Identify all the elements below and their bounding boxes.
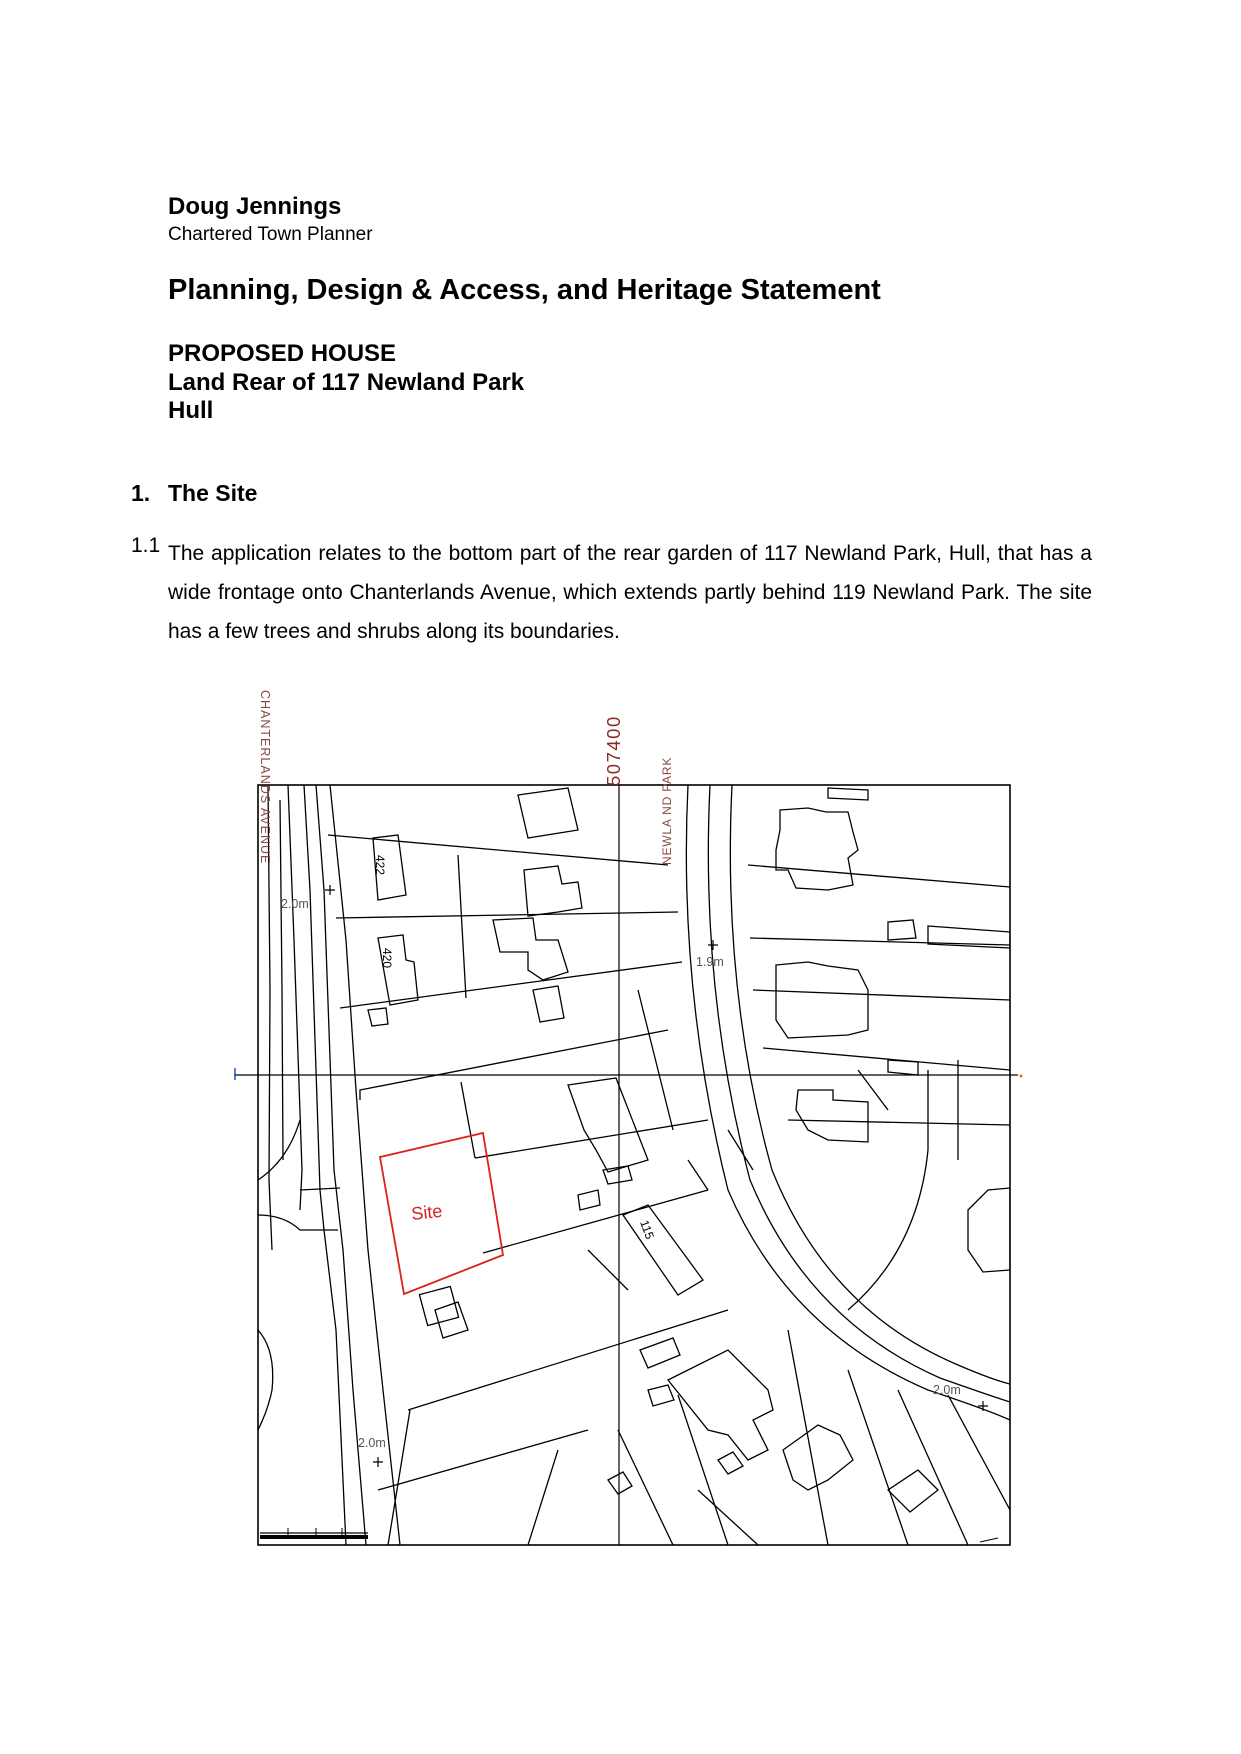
spot-height-label: 1.9m — [696, 955, 724, 969]
spot-height-crosses — [325, 885, 988, 1467]
buildings — [368, 788, 1010, 1512]
spot-height-label: 2.0m — [933, 1383, 961, 1397]
house-number-115: 115 — [637, 1218, 657, 1242]
map-frame — [258, 785, 1010, 1545]
outbuilding — [419, 1286, 458, 1325]
paragraph-number: 1.1 — [131, 534, 161, 557]
project-line-1: PROPOSED HOUSE — [168, 340, 397, 367]
author-role: Chartered Town Planner — [168, 224, 373, 245]
street-label-newland-park: NEWLA ND PARK — [660, 756, 674, 865]
house-number-420: 420 — [380, 948, 394, 969]
section-title: The Site — [168, 480, 258, 506]
scale-bar — [260, 1528, 368, 1539]
chanterlands-avenue-road — [258, 785, 400, 1545]
project-line-2: Land Rear of 117 Newland Park — [168, 369, 525, 396]
site-location-map — [228, 690, 1040, 1560]
plot-boundaries-west — [328, 835, 758, 1545]
house-number-422: 422 — [373, 855, 387, 876]
site-label: Site — [410, 1200, 444, 1224]
street-label-chanterlands: CHANTERLANDS AVENUE — [258, 690, 272, 865]
paragraph-text: The application relates to the bottom part of the rear garden of 117 Newland Park, Hull, that has a wide frontage onto Chanterlands Avenue, which extends partly behind 119 Newland Park. The site has a few trees and shrubs along its boundaries. — [168, 542, 1092, 643]
spot-height-label: 2.0m — [281, 897, 309, 911]
grid-reference-label: 507400 — [603, 715, 624, 786]
edge-dot-mark — [1020, 1075, 1023, 1078]
newland-park-road — [686, 785, 1010, 1420]
author-name: Doug Jennings — [168, 193, 342, 220]
map-svg — [228, 690, 1040, 1560]
document-title: Planning, Design & Access, and Heritage Statement — [168, 274, 881, 306]
project-line-3: Hull — [168, 397, 214, 424]
section-number: 1. — [131, 480, 151, 506]
spot-height-label: 2.0m — [358, 1436, 386, 1450]
